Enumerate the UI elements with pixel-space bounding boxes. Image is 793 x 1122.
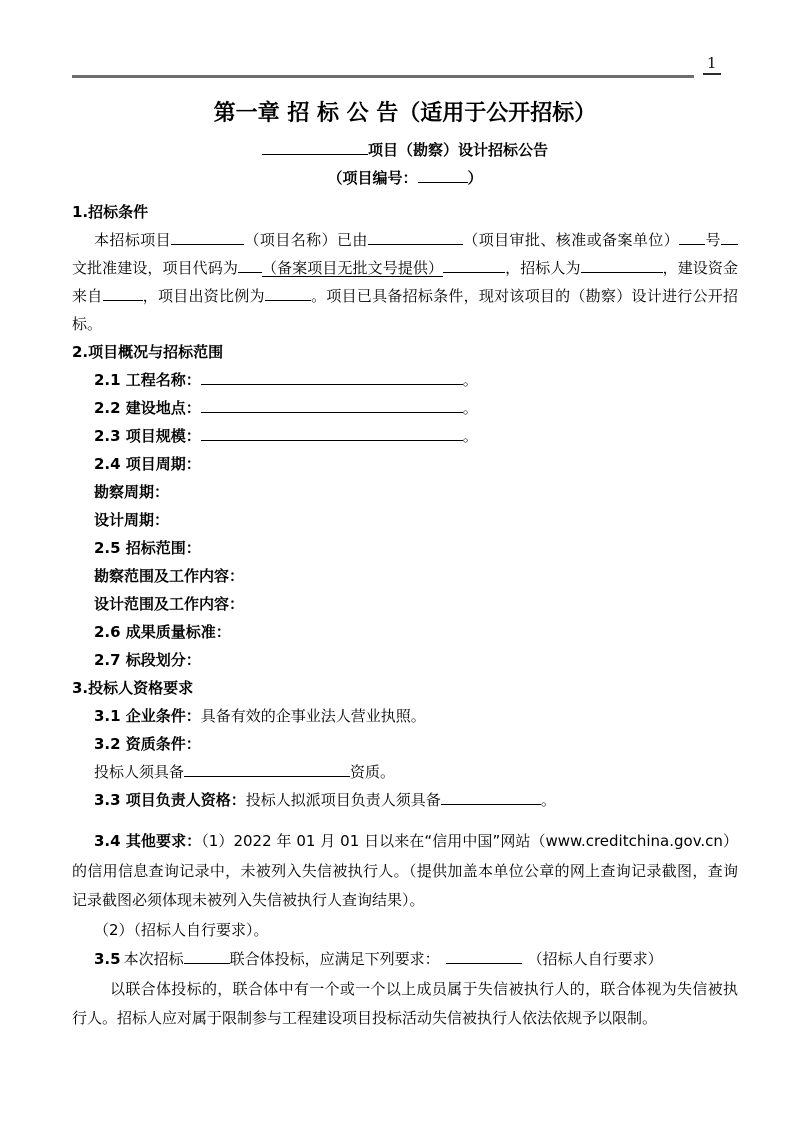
clause-3-5-pre: 本次招标 xyxy=(123,950,184,968)
clause-3-1 xyxy=(72,702,738,730)
bidding-conditions-paragraph xyxy=(72,226,738,338)
s1-seg-6: ，招标人为 xyxy=(505,259,581,277)
chapter-title: 第一章 招 标 公 告（适用于公开招标） xyxy=(213,101,597,126)
project-number-label: （项目编号： xyxy=(327,169,418,187)
qualification-pre: 投标人须具备 xyxy=(94,763,185,781)
blank-project-code xyxy=(238,259,262,273)
s1-seg-9: 。项目已具备招标条件，现对该项目的（勘察）设计进行公开招标。 xyxy=(72,287,738,333)
qualification-post: 资质。 xyxy=(350,763,396,781)
s1-seg-5: 文批准建设，项目代码为 xyxy=(72,259,238,277)
project-number-close: ） xyxy=(467,169,483,187)
project-number-blank xyxy=(418,169,468,183)
clause-2-3-blank xyxy=(201,427,463,441)
clause-3-1-label: 3.1 企业条件： xyxy=(94,707,201,725)
blank-project-name xyxy=(171,231,244,245)
section-3-heading: 3.投标人资格要求 xyxy=(72,679,194,697)
clause-3-3-label: 3.3 项目负责人资格： xyxy=(94,791,246,809)
s1-seg-8: ，项目出资比例为 xyxy=(142,287,265,305)
subtitle-text: 项目（勘察）设计招标公告 xyxy=(367,141,548,159)
project-name-blank xyxy=(262,141,368,155)
s1-seg-3: （项目审批、核准或备案单位） xyxy=(462,231,680,249)
blank-fund-source xyxy=(103,287,143,301)
clause-2-1 xyxy=(72,366,738,394)
clause-3-4-item-2: （2）（招标人自行要求）。 xyxy=(94,920,269,939)
clause-2-3 xyxy=(72,422,738,450)
s1-seg-4: 号 xyxy=(705,231,721,249)
joint-venture-paragraph: 以联合体投标的，联合体中有一个或一个以上成员属于失信被执行人的，联合体视为失信被执行人。招标人应对属于限制参与工程建设项目投标活动失信被执行人依法依规予以限制。 xyxy=(72,979,738,1027)
clause-2-3-label: 2.3 项目规模： xyxy=(94,427,201,445)
s1-seg-7: ，建设资金来自 xyxy=(72,259,738,305)
clause-2-1-end: 。 xyxy=(462,371,478,389)
s1-seg-1: 本招标项目 xyxy=(94,231,172,249)
qualification-blank xyxy=(184,763,350,777)
announcement-subtitle xyxy=(72,136,738,164)
clause-3-3-blank xyxy=(441,791,541,805)
section-2-heading: 2.项目概况与招标范围 xyxy=(72,343,224,361)
header-rule xyxy=(72,75,694,78)
blank-doc-no-1 xyxy=(679,231,705,245)
clause-survey-scope: 勘察范围及工作内容： xyxy=(94,567,245,585)
clause-2-2 xyxy=(72,394,738,422)
blank-capital-ratio xyxy=(265,287,311,301)
clause-design-scope: 设计范围及工作内容： xyxy=(94,595,245,613)
clause-2-1-blank xyxy=(201,371,463,385)
clause-3-5-blank-1 xyxy=(184,950,230,964)
clause-3-5-mid: 联合体投标，应满足下列要求： xyxy=(229,950,440,968)
blank-doc-no-2 xyxy=(721,231,738,245)
document-body xyxy=(72,92,738,1034)
clause-3-5-number: 3.5 xyxy=(94,950,121,968)
clause-survey-period: 勘察周期： xyxy=(94,483,170,501)
clause-3-5-blank-2 xyxy=(446,950,522,964)
clause-2-2-end: 。 xyxy=(462,399,478,417)
blank-tenderer xyxy=(581,259,663,273)
clause-3-4-label: 3.4 其他要求： xyxy=(94,832,202,850)
clause-design-period: 设计周期： xyxy=(94,511,170,529)
clause-3-1-text: 具备有效的企事业法人营业执照。 xyxy=(200,707,426,725)
s1-seg-2: （项目名称）已由 xyxy=(244,231,368,249)
clause-2-3-end: 。 xyxy=(462,427,478,445)
clause-2-6: 2.6 成果质量标准： xyxy=(94,623,231,641)
page-number: 1 xyxy=(703,53,721,75)
clause-3-3 xyxy=(72,786,738,814)
section-1-heading: 1.招标条件 xyxy=(72,203,149,221)
s1-filing-note: （备案项目无批文号提供） xyxy=(261,259,444,277)
project-number-line xyxy=(72,164,738,192)
clause-3-2: 3.2 资质条件： xyxy=(94,735,201,753)
clause-2-2-blank xyxy=(201,399,463,413)
clause-3-3-end: 。 xyxy=(540,791,556,809)
clause-3-4-text: （1）2022 年 01 月 01 日以来在“信用中国”网站（www.creditchina.gov.cn）的信用信息查询记录中，未被列入失信被执行人。（提供加盖本单位公章的网上查询记录截图，查询记录截图必须体现未被列入失信被执行人查询结果）。 xyxy=(72,832,738,909)
clause-2-1-label: 2.1 工程名称： xyxy=(94,371,201,389)
clause-2-5: 2.5 招标范围： xyxy=(94,539,201,557)
blank-approval-authority xyxy=(368,231,463,245)
clause-2-7: 2.7 标段划分： xyxy=(94,651,201,669)
clause-3-3-text: 投标人拟派项目负责人须具备 xyxy=(245,791,441,809)
clause-3-5 xyxy=(72,945,738,975)
clause-qualification xyxy=(72,758,738,786)
clause-2-2-label: 2.2 建设地点： xyxy=(94,399,201,417)
clause-3-4-paragraph xyxy=(72,827,738,916)
blank-after-code xyxy=(443,259,505,273)
clause-3-5-post: （招标人自行要求） xyxy=(527,950,663,968)
clause-2-4: 2.4 项目周期： xyxy=(94,455,201,473)
